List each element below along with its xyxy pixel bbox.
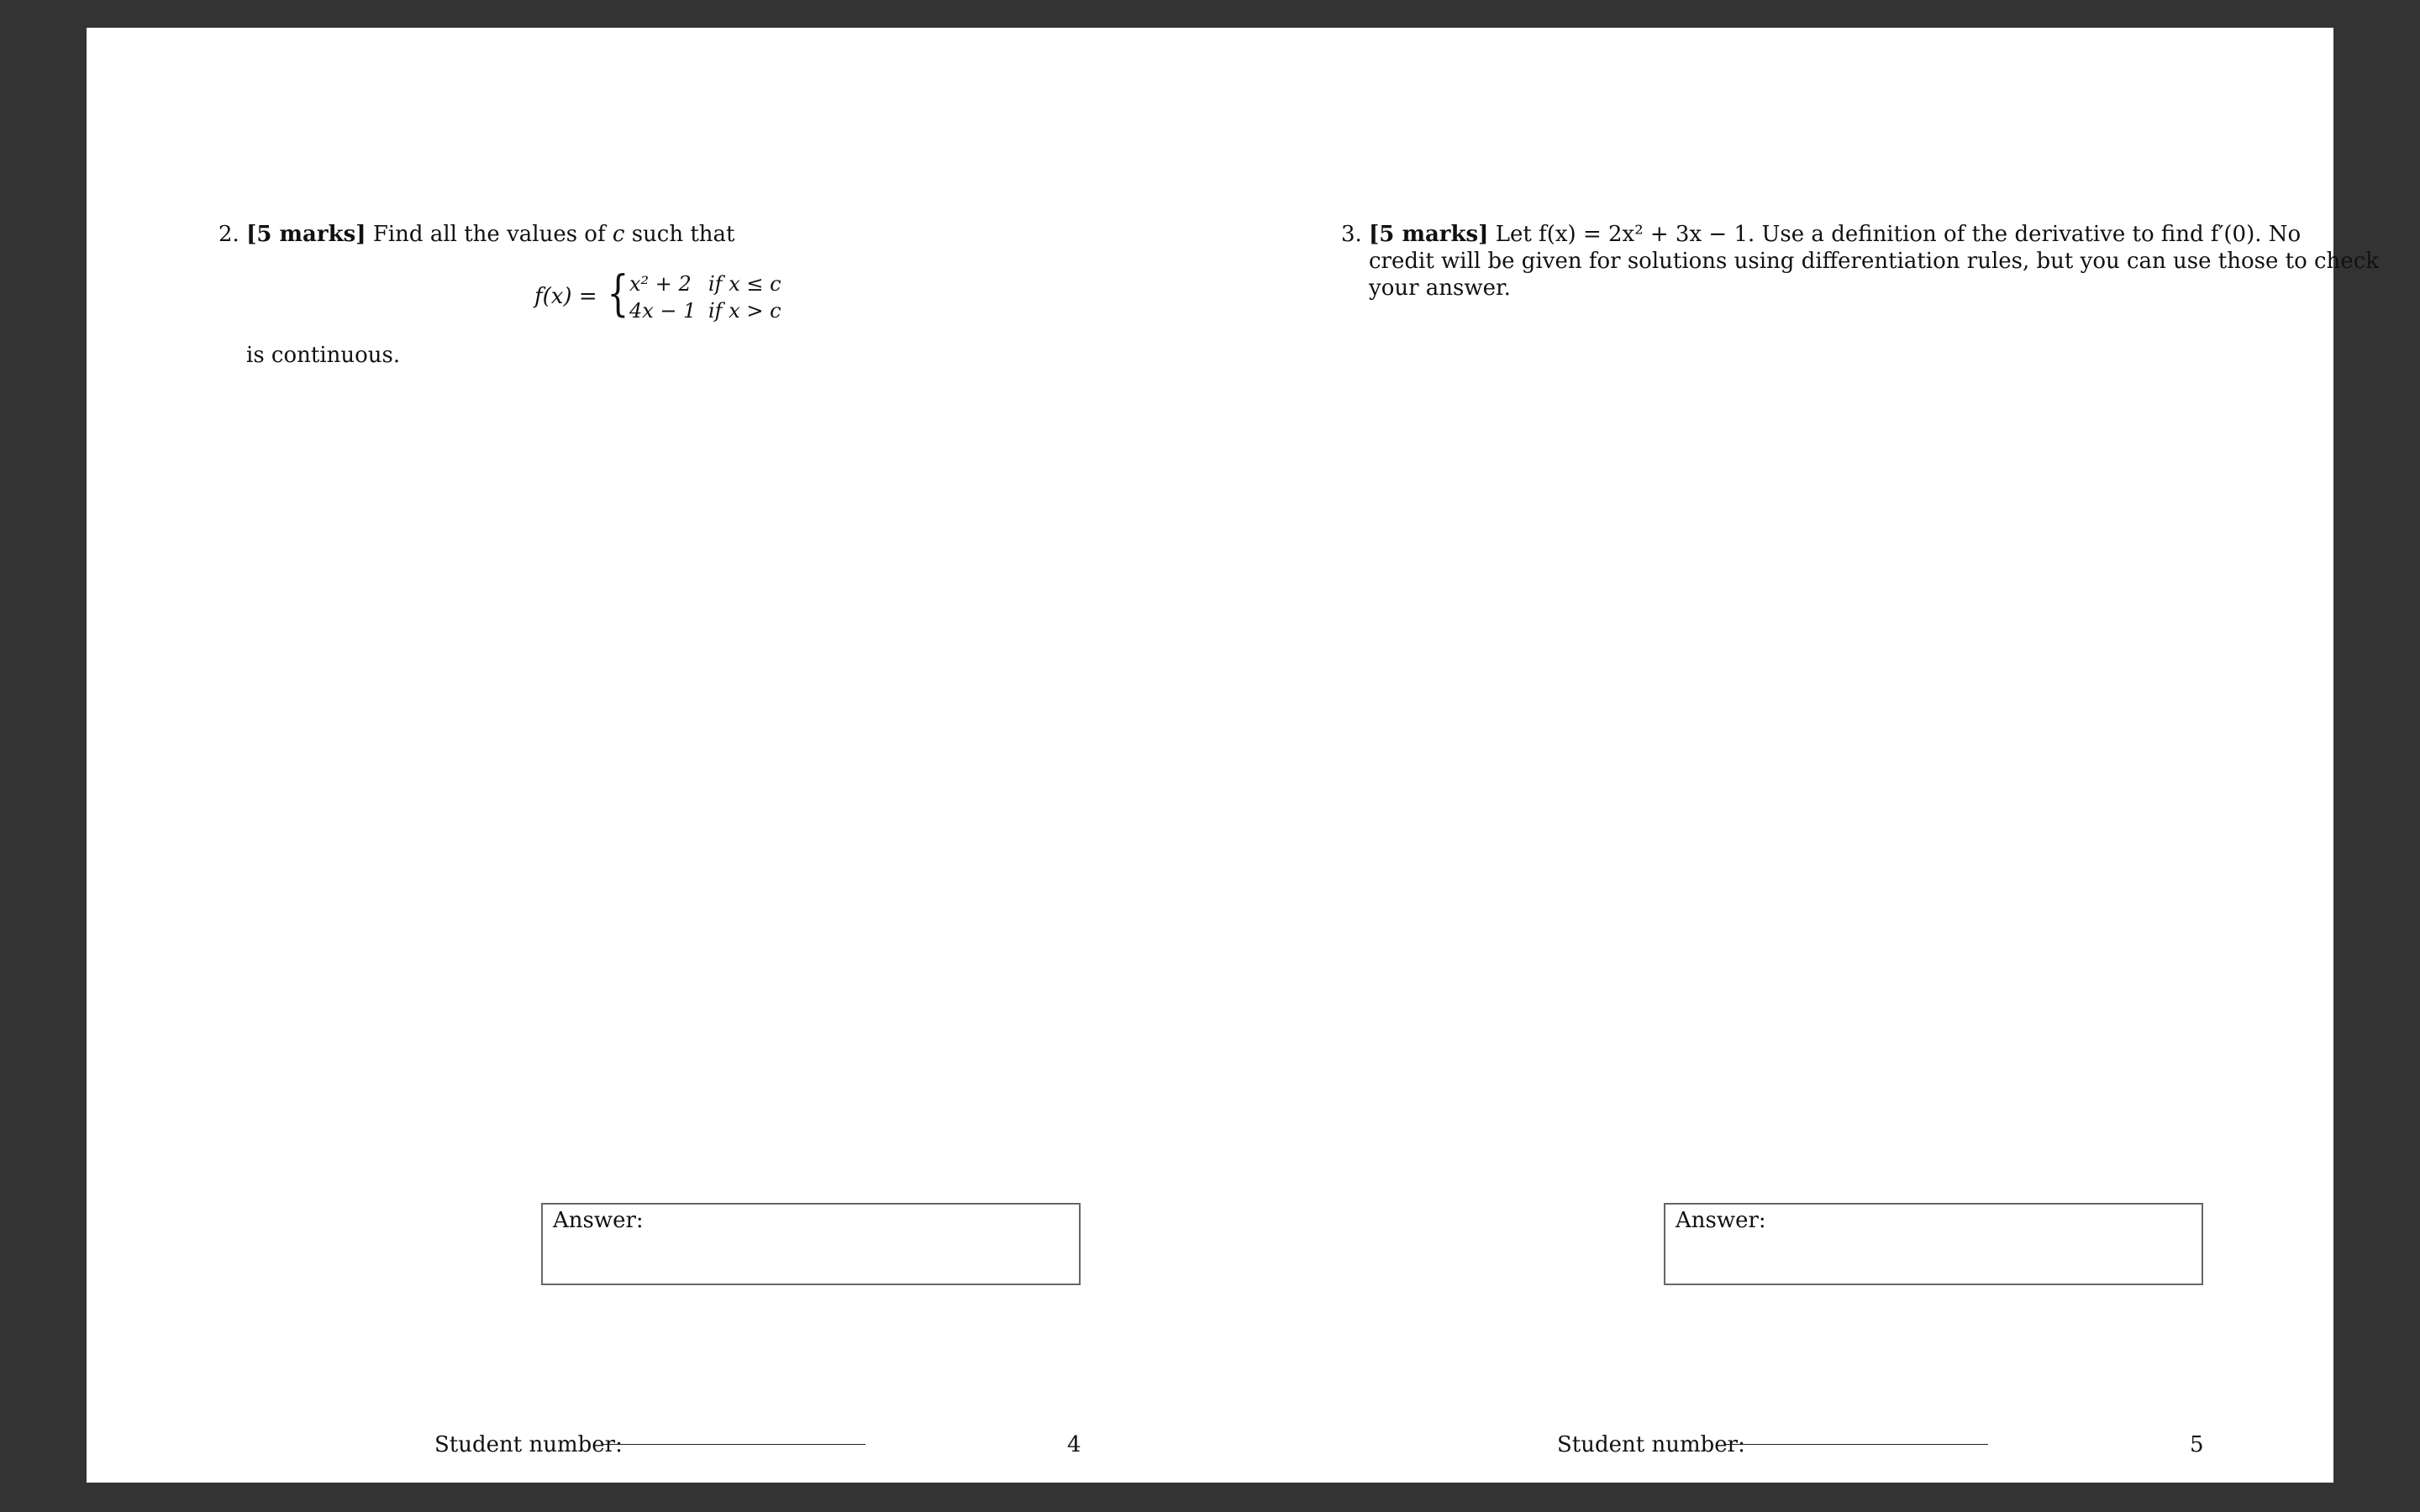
student-number-line[interactable] — [1725, 1444, 1988, 1445]
exam-sheet — [87, 28, 2380, 1483]
answer-box-q3[interactable] — [1664, 1203, 2203, 1285]
question-2-header — [218, 221, 735, 248]
answer-box-q2[interactable] — [541, 1203, 1081, 1285]
question-number: 2. — [218, 222, 239, 247]
question-marks: [5 marks] — [1369, 222, 1489, 247]
student-number-label: Student number: — [434, 1432, 623, 1457]
question-line1-text: Let f(x) = 2x² + 3x − 1. Use a definition of the derivative to find f′(0). No — [1495, 222, 2302, 247]
question-2-closing: is continuous. — [246, 343, 401, 368]
case-2-cond: if x > c — [708, 299, 781, 323]
question-text: Find all the values of — [372, 222, 606, 247]
case-1-expr: x² + 2 — [629, 272, 692, 296]
answer-label: Answer: — [1676, 1208, 1766, 1233]
page-number: 5 — [2190, 1432, 2204, 1457]
question-3-number: 3. — [1341, 222, 1362, 247]
student-number-label: Student number: — [1557, 1432, 1745, 1457]
case-2-expr: 4x − 1 — [629, 299, 697, 323]
case-1-cond: if x ≤ c — [708, 272, 781, 296]
question-var: c — [612, 222, 625, 247]
student-number-line[interactable] — [602, 1444, 865, 1445]
question-marks: [5 marks] — [246, 222, 366, 247]
question-3-line3: your answer. — [1369, 276, 1511, 301]
function-lhs: f(x) = — [534, 284, 597, 309]
question-3-line1 — [1369, 221, 2301, 248]
answer-label: Answer: — [553, 1208, 644, 1233]
cases-brace: { — [607, 265, 629, 322]
question-3-line2: credit will be given for solutions using differentiation rules, but you can use those to check — [1369, 249, 2380, 274]
page-number: 4 — [1067, 1432, 1081, 1457]
question-text-after: such that — [631, 222, 735, 247]
